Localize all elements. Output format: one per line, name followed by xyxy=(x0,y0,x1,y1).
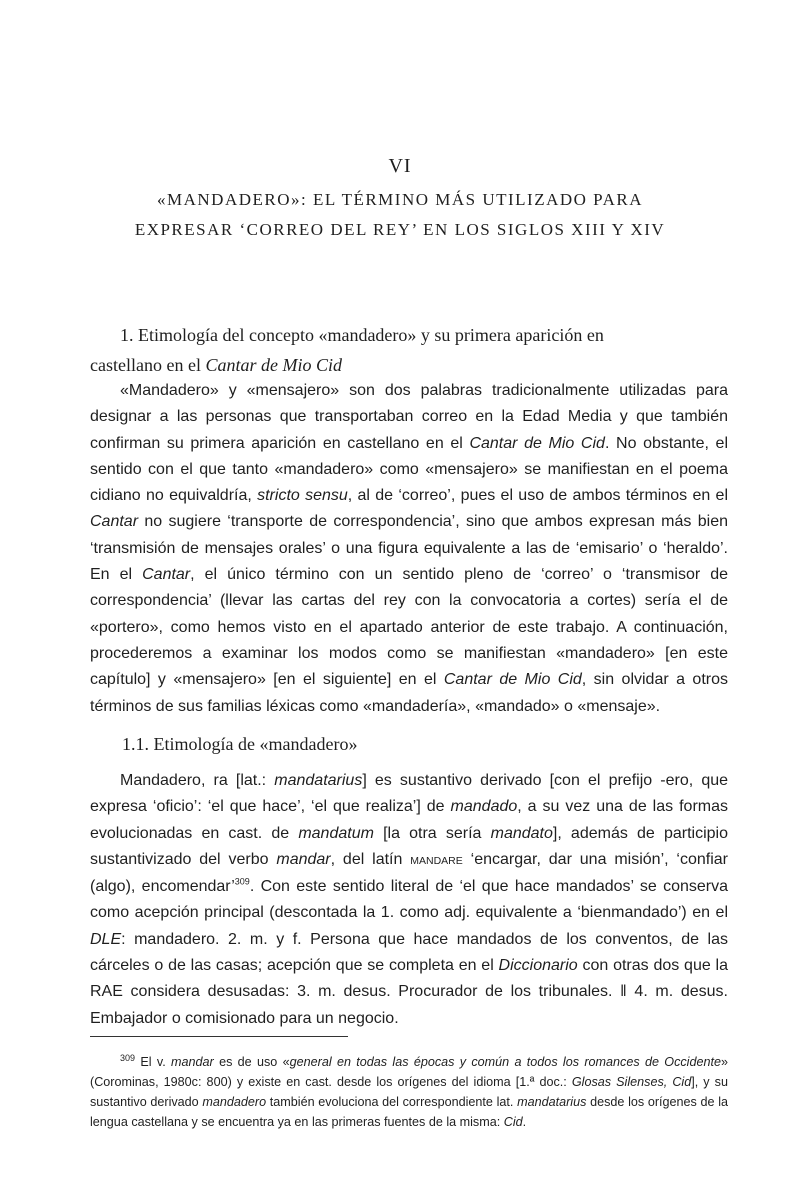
section-heading-1-italic: Cantar de Mio Cid xyxy=(205,355,342,375)
footnote-309: $^{309}$ El v. mandar es de uso «general en todas las épocas y común a todos los romances de Occidente» (Corominas, 1980c: 800) y existe en cast. desde los orígenes del idioma [1.ª doc.: Glosas Silenses, Cid], y su sustantivo derivado mandadero también evoluciona del correspondiente lat. mandatarius desde los orígenes de la lengua castellana y se encuentra ya en las primeras fuentes de la misma: Cid. xyxy=(90,1052,729,1129)
body-paragraph-2: Mandadero, ra [lat.: mandatarius] es sustantivo derivado [con el prefijo -ero, que expresa ‘oficio’: ‘el que hace’, ‘el que realiza’] de mandado, a su vez una de las formas evolucionadas en cast. de mandatum [la otra sería mandato], además de participio sustantivizado del verbo mandar, del latín MANDARE ‘encargar, dar una misión’, ‘confiar (algo), encomendar’$^{309}$. Con este sentido literal de ‘el que hace mandados’ se conserva como acepción principal (descontada la 1. como adj. equivalente a ‘bienmandado’) en el DLE: mandadero. 2. m. y f. Persona que hace mandados de los conventos, de las cárceles o de las casas; acepción que se completa en el Diccionario con otras dos que la RAE considera desusadas: 3. m. desus. Procurador de los tribunales. ‖ 4. m. desus. Embajador o comisionado para un negocio. xyxy=(90,772,729,1027)
section-heading-1-text: castellano en el xyxy=(90,355,206,375)
footnote-number: 309 xyxy=(120,1052,136,1063)
section-heading-1-line-2 xyxy=(90,350,728,380)
chapter-title-line-1: «MANDADERO»: EL TÉRMINO MÁS UTILIZADO PARA xyxy=(157,190,643,209)
chapter-title xyxy=(100,185,700,245)
footnote-reference[interactable]: 309 xyxy=(234,876,250,887)
section-heading-1-line-1: 1. Etimología del concepto «mandadero» y su primera aparición en xyxy=(120,325,604,345)
body-paragraph-1: «Mandadero» y «mensajero» son dos palabras tradicionalmente utilizadas para designar a las personas que transportaban correo en la Edad Media y que también confirman su primera aparición en castellano en el Cantar de Mio Cid. No obstante, el sentido con el que tanto «mandadero» como «mensajero» se manifiestan en el poema cidiano no equivaldría, stricto sensu, al de ‘correo’, pues el uso de ambos términos en el Cantar no sugiere ‘transporte de correspondencia’, sino que ambos expresan más bien ‘transmisión de mensajes orales’ o una figura equivalente a las de ‘emisario’ o ‘heraldo’. En el Cantar, el único término con un sentido pleno de ‘correo’ o ‘transmisor de correspondencia’ (llevar las cartas del rey con la convocatoria a cortes) sería el de «portero», como hemos visto en el apartado anterior de este trabajo. A continuación, procederemos a examinar los modos como se manifiestan «mandadero» [en este capítulo] y «mensajero» [en el siguiente] en el Cantar de Mio Cid, sin olvidar a otros términos de sus familias léxicas como «mandadería», «mandado» o «mensaje». xyxy=(90,382,729,715)
section-heading-1-1: 1.1. Etimología de «mandadero» xyxy=(122,734,358,754)
chapter-number: VI xyxy=(388,155,412,177)
section-heading-1 xyxy=(90,320,728,380)
footnote-separator xyxy=(90,1036,348,1037)
small-caps-latin: MANDARE xyxy=(410,854,463,867)
chapter-title-line-2: EXPRESAR ‘CORREO DEL REY’ EN LOS SIGLOS XIII Y XIV xyxy=(134,220,666,239)
